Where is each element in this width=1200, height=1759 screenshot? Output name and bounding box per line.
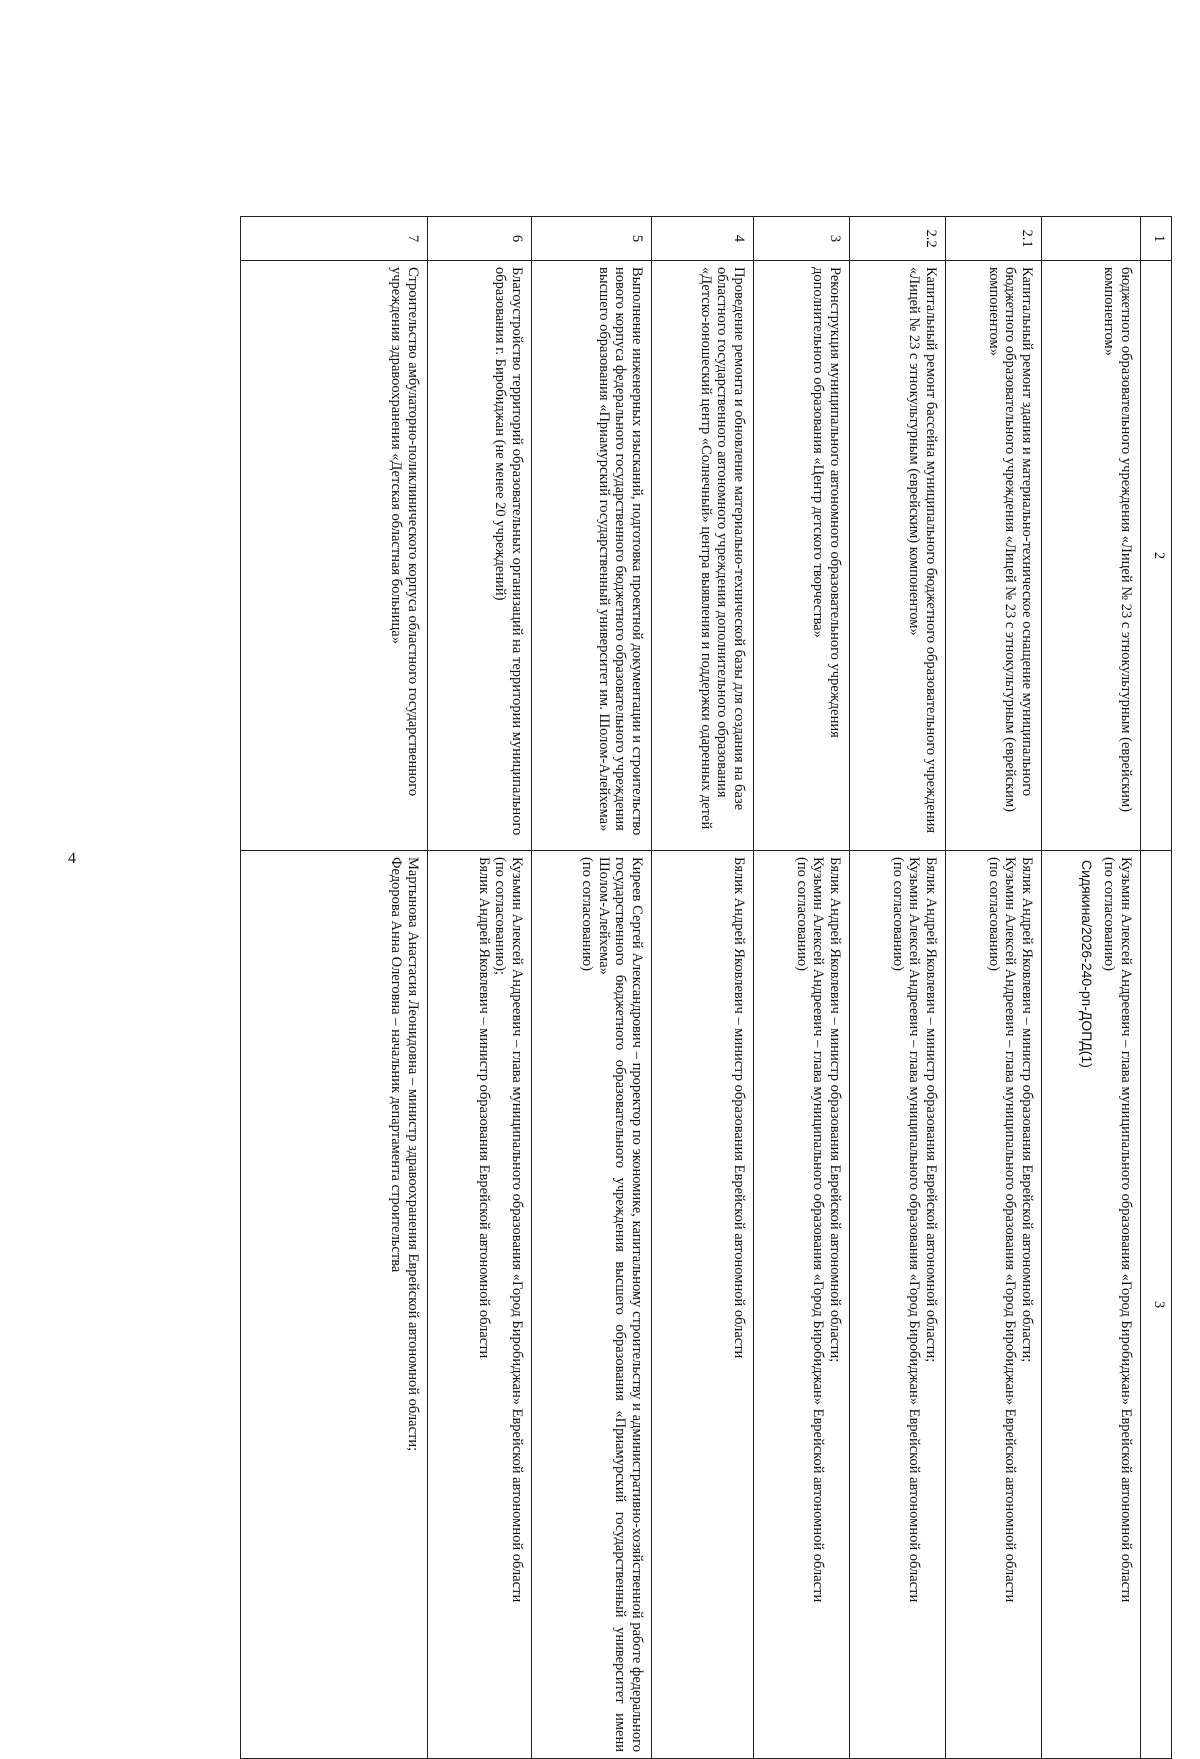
table-row <box>850 217 946 1759</box>
row-number: 6 <box>428 217 532 261</box>
row-number: 3 <box>754 217 850 261</box>
responsible-line: Федорова Анна Олеговна – начальник департамента строительства <box>388 857 405 1273</box>
responsible-line: Бялик Андрей Яковлевич – министр образования Еврейской автономной области; <box>827 857 843 1363</box>
responsible-cell <box>652 851 754 1759</box>
row-number: 4 <box>652 217 754 261</box>
table-header-row <box>1141 217 1172 1759</box>
responsible-cell <box>532 851 652 1759</box>
responsible-line: Бялик Андрей Яковлевич – министр образования Еврейской автономной области <box>475 857 492 1359</box>
measures-table <box>240 216 1172 1759</box>
responsible-line: Бялик Андрей Яковлевич – министр образования Еврейской автономной области; <box>1019 857 1035 1363</box>
header-col-2: 2 <box>1141 261 1172 851</box>
project-cell: бюджетного образовательного учреждения «Лицей № 23 с этнокультурным (еврейским) компонентом» <box>1042 261 1141 851</box>
project-cell: Реконструкция муниципального автономного образовательного учреждения дополнительного образования «Центр детского творчества» <box>754 261 850 851</box>
responsible-line: Кузьмин Алексей Андреевич – глава муниципального образования «Город Биробиджан» Еврейской автономной области <box>810 857 827 1603</box>
page-number: 4 <box>68 850 76 867</box>
table-row <box>652 217 754 1759</box>
responsible-line: Киреев Сергей Александрович – проректор по экономике, капитальному строительству и административно-хозяйственной работе федерального государственного бюджетного образовательного учреждения высшего образования «Приамурский государственный университет имени Шолом-Алейхема» <box>595 857 645 1752</box>
project-cell: Проведение ремонта и обновление материально-технической базы для создания на базе областного государственного автономного учреждения дополнительного образования «Детско-юношеский центр «Солнечный» центра выявления и поддержки одаренных детей <box>652 261 754 851</box>
responsible-line: (по согласованию) <box>1101 857 1118 971</box>
responsible-line: Кузьмин Алексей Андреевич – глава муниципального образования «Город Биробиджан» Еврейской автономной области <box>906 857 923 1603</box>
project-cell: Строительство амбулаторно-поликлинического корпуса областного государственного учреждения здравоохранения «Детская областная больница» <box>241 261 428 851</box>
table-row <box>532 217 652 1759</box>
responsible-line: Мартынова Анастасия Леонидовна – министр здравоохранения Еврейской автономной области; <box>405 857 421 1452</box>
header-col-3: 3 <box>1141 851 1172 1759</box>
responsible-line: Бялик Андрей Яковлевич – министр образования Еврейской автономной области <box>731 857 747 1359</box>
rotated-table <box>240 216 1172 1758</box>
header-col-1: 1 <box>1141 217 1172 261</box>
responsible-line: (по согласованию) <box>578 857 595 971</box>
row-number: 7 <box>241 217 428 261</box>
responsible-line: (по согласованию); <box>492 857 509 976</box>
responsible-cell <box>1042 851 1141 1759</box>
table-row <box>241 217 428 1759</box>
table-row <box>428 217 532 1759</box>
row-number: 5 <box>532 217 652 261</box>
responsible-cell <box>241 851 428 1759</box>
responsible-line: (по согласованию) <box>889 857 906 971</box>
responsible-cell <box>850 851 946 1759</box>
row-number: 2.1 <box>946 217 1042 261</box>
table-row <box>946 217 1042 1759</box>
responsible-cell <box>946 851 1042 1759</box>
document-code: Сидякина/2026-240-рп-ДОПД(1) <box>1079 860 1095 1068</box>
responsible-line: Бялик Андрей Яковлевич – министр образования Еврейской автономной области; <box>923 857 939 1363</box>
responsible-line: Кузьмин Алексей Андреевич – глава муниципального образования «Город Биробиджан» Еврейской автономной области <box>509 857 525 1603</box>
project-cell: Благоустройство территорий образовательных организаций на территории муниципального образования г. Биробиджан (не менее 20 учреждений) <box>428 261 532 851</box>
row-number <box>1042 217 1141 261</box>
project-cell: Выполнение инженерных изысканий, подготовка проектной документации и строительство нового корпуса федерального государственного бюджетного образовательного учреждения высшего образования «Приамурский государственный университет им. Шолом-Алейхема» <box>532 261 652 851</box>
responsible-line: Кузьмин Алексей Андреевич – глава муниципального образования «Город Биробиджан» Еврейской автономной области <box>1002 857 1019 1603</box>
responsible-line: (по согласованию) <box>793 857 810 971</box>
project-cell: Капитальный ремонт здания и материально-техническое оснащение муниципального бюджетного образовательного учреждения «Лицей № 23 с этнокультурным (еврейским) компонентом» <box>946 261 1042 851</box>
responsible-cell <box>754 851 850 1759</box>
responsible-line: (по согласованию) <box>985 857 1002 971</box>
row-number: 2.2 <box>850 217 946 261</box>
project-cell: Капитальный ремонт бассейна муниципального бюджетного образовательного учреждения «Лицей № 23 с этнокультурным (еврейским) компонентом» <box>850 261 946 851</box>
responsible-cell <box>428 851 532 1759</box>
table-row <box>1042 217 1141 1759</box>
responsible-line: Кузьмин Алексей Андреевич – глава муниципального образования «Город Биробиджан» Еврейской автономной области <box>1118 857 1134 1603</box>
table-row <box>754 217 850 1759</box>
